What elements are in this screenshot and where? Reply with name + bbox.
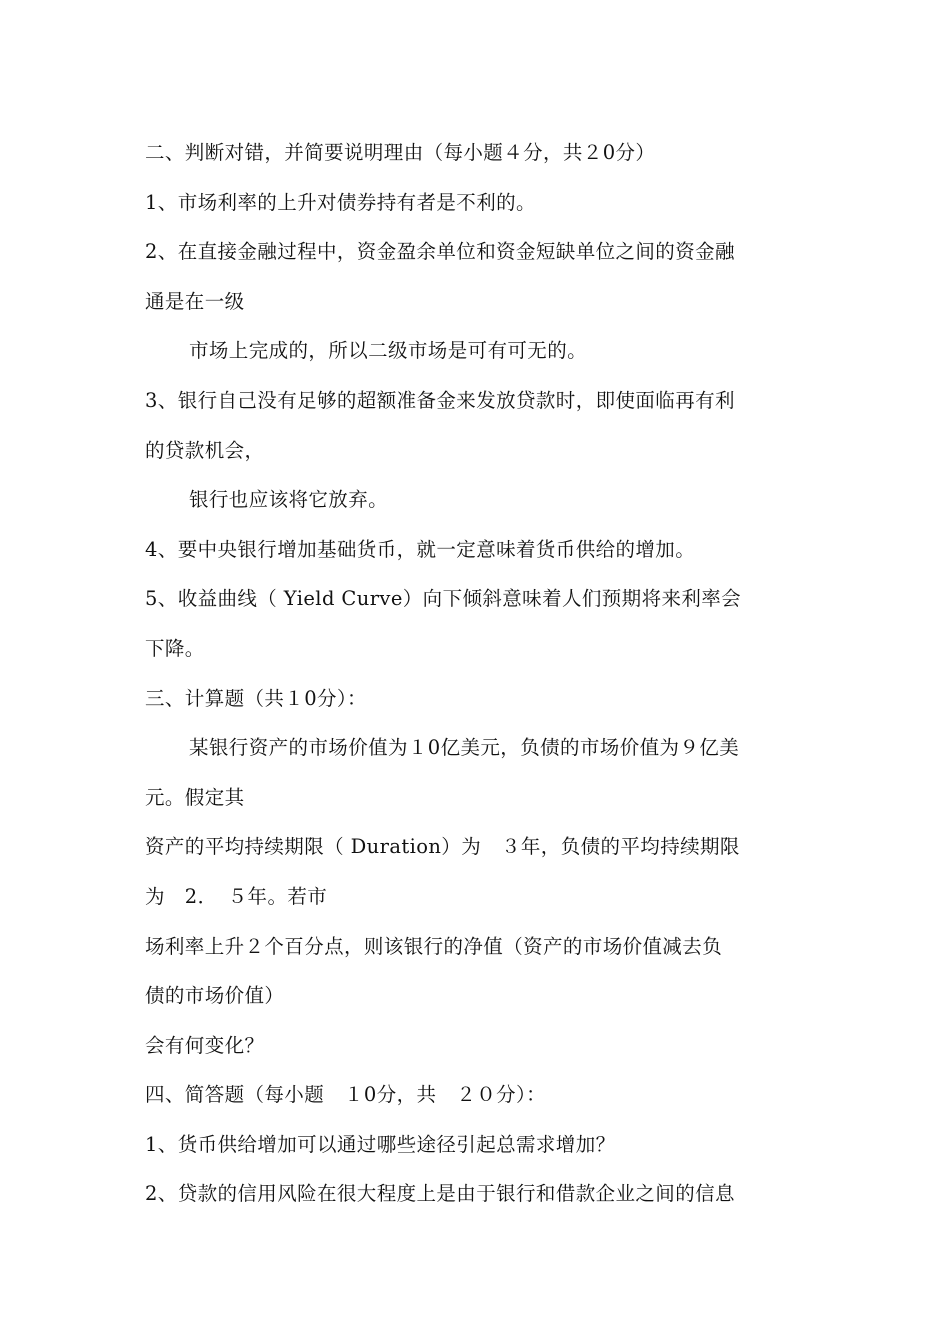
- question-line: 1、市场利率的上升对债券持有者是不利的。: [145, 190, 536, 214]
- question-line: 5、收益曲线（ Yield Curve）向下倾斜意味着人们预期将来利率会: [145, 587, 742, 611]
- problem-line: 债的市场价值）: [145, 984, 285, 1008]
- question-line: 2、在直接金融过程中，资金盈余单位和资金短缺单位之间的资金融: [145, 240, 735, 264]
- section-heading-short-answer: 四、简答题（每小题 １0分，共 ２０分）：: [145, 1083, 547, 1107]
- section-heading-true-false: 二、判断对错，并简要说明理由（每小题４分，共２0分）: [145, 141, 656, 164]
- problem-line: 资产的平均持续期限（ Duration）为 ３年，负债的平均持续期限: [145, 835, 740, 859]
- problem-line: 元。假定其: [145, 785, 245, 809]
- problem-line: 为 2． ５年。若市: [145, 884, 328, 908]
- question-line: 下降。: [145, 636, 205, 660]
- problem-line-indented: 某银行资产的市场价值为１0亿美元，负债的市场价值为９亿美: [189, 736, 740, 760]
- question-line-indented: 市场上完成的，所以二级市场是可有可无的。: [189, 339, 588, 363]
- question-line-indented: 银行也应该将它放弃。: [189, 488, 389, 512]
- question-line: 3、银行自己没有足够的超额准备金来发放贷款时，即使面临再有利: [145, 388, 735, 412]
- problem-line: 场利率上升２个百分点，则该银行的净值（资产的市场价值减去负: [145, 934, 723, 958]
- document-body: [145, 128, 815, 1219]
- problem-line: 会有何变化？: [145, 1033, 265, 1057]
- section-heading-calculation: 三、计算题（共１0分）：: [145, 686, 367, 710]
- question-line: 通是在一级: [145, 289, 245, 313]
- question-line: 的贷款机会，: [145, 438, 265, 462]
- question-line: 1、货币供给增加可以通过哪些途径引起总需求增加？: [145, 1132, 616, 1156]
- question-line: 2、贷款的信用风险在很大程度上是由于银行和借款企业之间的信息: [145, 1182, 735, 1206]
- question-line: 4、要中央银行增加基础货币，就一定意味着货币供给的增加。: [145, 537, 696, 561]
